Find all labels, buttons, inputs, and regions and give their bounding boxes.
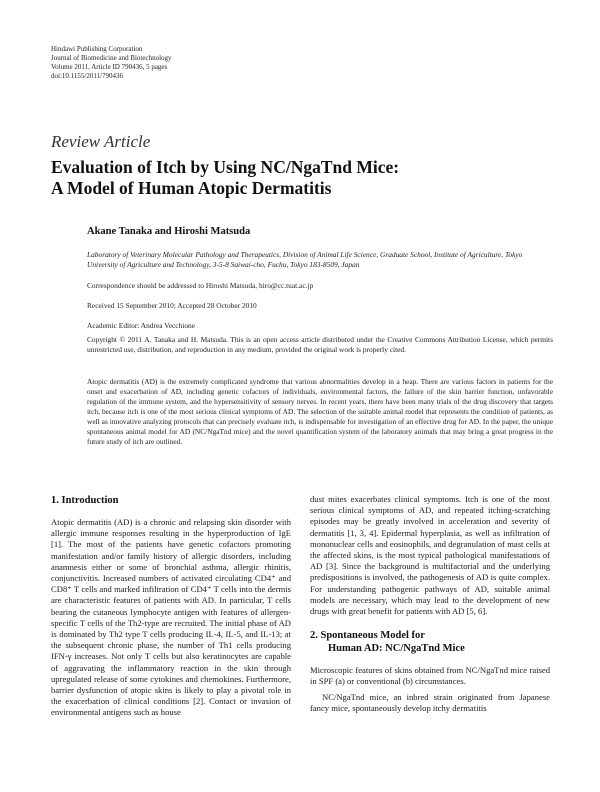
title-line-1: Evaluation of Itch by Using NC/NgaTnd Mice: [51,157,400,177]
section-heading-spontaneous-model [310,629,550,655]
correspondence: Correspondence should be addressed to Hiroshi Matsuda, hiro@cc.tuat.ac.jp [87,281,314,290]
paper-title [51,157,399,199]
section-heading-line-1: 2. Spontaneous Model for [310,630,425,642]
journal-name: Journal of Biomedicine and Biotechnology [51,54,172,62]
received-dates: Received 15 September 2010; Accepted 28 October 2010 [87,301,257,310]
left-column [51,494,291,719]
section-heading-introduction: 1. Introduction [51,495,119,506]
right-column [310,494,550,714]
section2-paragraph-1: Microscopic features of skins obtained from NC/NgaTnd mice raised in SPF (a) or conventional (b) circumstances. [310,665,550,687]
introduction-paragraph: Atopic dermatitis (AD) is a chronic and relapsing skin disorder with allergic immune responses resulting in the hyperproduction of IgE [1]. The most of the patients have genetic cofactors promoting manifestation and/or family history of allergic disorders, including anamnesis either or some of bronchial asthma, allergic rhinitis, conjunctivitis. Increased numbers of activated circulating CD4⁺ and CD8⁺ T cells and marked infiltration of CD4⁺ T cells into the dermis are characteristic features of patients with AD. In particular, T cells bearing the cutaneous lymphocyte antigen with features of allergen-specific T cells of the Th2-type are recruited. The initial phase of AD is dominated by Th2 type T cells producing IL-4, IL-5, and IL-13; at the subsequent chronic phase, the number of Th1 cells producing IFN-γ increases. Not only T cells but also keratinocytes are capable of aggravating the inflammatory reaction in the skin through upregulated release of some cytokines and chemokines. Furthermore, barrier dysfunction of atopic skins is likely to play a pivotal role in the exacerbation of clinical conditions [2]. Contact or invasion of environmental antigens such as house [51,517,291,718]
introduction-continuation: dust mites exacerbates clinical symptoms. Itch is one of the most serious clinical symptoms of AD, and repeated itching-scratching episodes may be greatly involved in acceleration and severity of dermatitis [1, 3, 4]. Epidermal hyperplasia, as well as infiltration of mononuclear cells and eosinophils, and degranulation of mast cells at the affected skins, is the most typical pathological manifestations of AD [3]. Since the background is multifactorial and the underlying predispositions is involved, the pathogenesis of AD is quite complex. For understanding pathogenic pathways of AD, suitable animal models are necessary, which may lead to the development of new drugs with great benefit for patients with AD [5, 6]. [310,494,550,617]
doi: doi:10.1155/2011/790436 [51,72,124,80]
article-type: Review Article [51,132,151,151]
section2-paragraph-2: NC/NgaTnd mice, an inbred strain originated from Japanese fancy mice, spontaneously develop itchy dermatitis [310,691,550,713]
academic-editor: Academic Editor: Andrea Vecchione [87,321,196,330]
volume-info: Volume 2011, Article ID 790436, 5 pages [51,63,168,71]
title-line-2: A Model of Human Atopic Dermatitis [51,178,332,198]
publisher-name: Hindawi Publishing Corporation [51,45,143,53]
authors: Akane Tanaka and Hiroshi Matsuda [87,226,251,237]
section-heading-line-2: Human AD: NC/NgaTnd Mice [328,643,465,655]
copyright-notice: Copyright © 2011 A. Tanaka and H. Matsuda. This is an open access article distributed under the Creative Commons Attribution License, which permits unrestricted use, distribution, and reproduction in any medium, provided the original work is properly cited. [87,335,553,354]
abstract: Atopic dermatitis (AD) is the extremely complicated syndrome that various abnormalities develop in a heap. There are various factors in patients for the onset and exacerbation of AD, including genetic cofactors of individuals, environmental factors, the failure of the skin barrier function, unfavorable regulation of the immune system, and the hypersensitivity of sensory nerves. In recent years, there have been many trials of the drug discovery that targets itch, because itch is one of the most serious clinical symptoms of AD. The selection of the suitable animal model that represents the condition of patients, as well as innovative analyzing protocols that can precisely evaluate itch, is indispensable for investigation of an effective drug for AD. In the paper, the unique spontaneous animal model for AD (NC/NgaTnd mice) and the novel quantification system of the laboratory animals that may bring a great progress in the future study of itch are outlined. [87,377,553,446]
journal-header [51,45,172,81]
affiliation: Laboratory of Veterinary Molecular Pathology and Therapeutics, Division of Animal Life Science, Graduate School, Institute of Agriculture, Tokyo University of Agriculture and Technology, 3-5-8 Saiwai-cho, Fuchu, Tokyo 183-8509, Japan [87,250,523,269]
